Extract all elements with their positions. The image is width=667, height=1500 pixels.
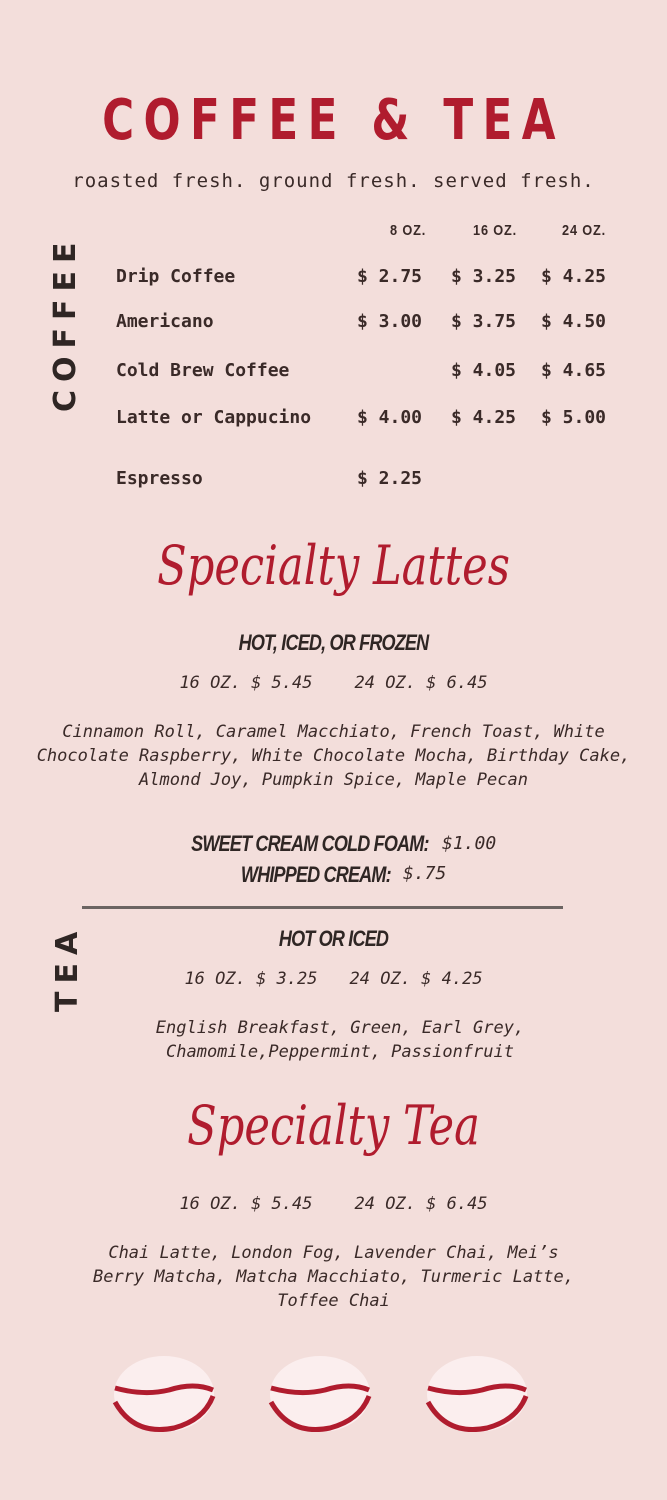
price-16oz: $ 4.05: [451, 360, 517, 381]
coffee-bean-icon: [427, 1356, 527, 1432]
lattes-subtitle: HOT, ICED, OR FROZEN: [238, 630, 429, 655]
specialty-lattes-title: Specialty Lattes: [157, 534, 510, 597]
tea-price-24oz: 24 OZ. $ 4.25: [349, 969, 483, 989]
price-8oz: $ 2.75: [357, 266, 423, 287]
menu-title: COFFEE & TEA: [102, 88, 565, 153]
price-16oz: $ 3.75: [451, 311, 517, 332]
tea-section-label: TEA: [50, 923, 85, 1012]
whipped-cream-price: $.75: [403, 863, 447, 884]
specialty-tea-price-16oz: 16 OZ. $ 5.45: [179, 1194, 313, 1214]
tea-flavor-list: English Breakfast, Green, Earl Grey, Chamomile,Peppermint, Passionfruit: [155, 1018, 525, 1062]
price-24oz: $ 5.00: [541, 407, 607, 428]
size-heading-24oz: 24 OZ.: [562, 222, 607, 239]
price-8oz: $ 4.00: [357, 407, 423, 428]
menu-item-name: Latte or Cappucino: [116, 407, 312, 428]
lattes-price-row: [0, 673, 667, 693]
price-16oz: $ 3.25: [451, 266, 517, 287]
price-8oz: $ 3.00: [357, 311, 423, 332]
price-8oz: $ 2.25: [357, 468, 423, 489]
cold-foam-label: SWEET CREAM COLD FOAM:: [191, 831, 429, 856]
coffee-section-label: COFFEE: [48, 234, 83, 412]
coffee-bean-icon: [114, 1356, 214, 1432]
tagline: roasted fresh. ground fresh. served fresh.: [72, 170, 595, 192]
lattes-flavor-list: Cinnamon Roll, Caramel Macchiato, French Toast, White Chocolate Raspberry, White Chocolate Mocha, Birthday Cake, Almond Joy, Pumpkin Spice, Maple Pecan: [36, 722, 631, 790]
price-16oz: $ 4.25: [451, 407, 517, 428]
menu-item-name: Espresso: [116, 468, 203, 489]
menu-item-name: Americano: [116, 311, 214, 332]
menu-item-name: Drip Coffee: [116, 266, 236, 287]
coffee-beans-decor: [0, 1352, 667, 1442]
specialty-tea-flavor-list: Chai Latte, London Fog, Lavender Chai, Mei’s Berry Matcha, Matcha Macchiato, Turmeric Latte, Toffee Chai: [92, 1243, 575, 1311]
lattes-price-16oz: 16 OZ. $ 5.45: [179, 673, 313, 693]
cold-foam-price: $1.00: [442, 833, 497, 854]
specialty-tea-price-row: [0, 1194, 667, 1214]
tea-subtitle: HOT OR ICED: [278, 926, 389, 951]
lattes-price-24oz: 24 OZ. $ 6.45: [354, 673, 488, 693]
specialty-tea-price-24oz: 24 OZ. $ 6.45: [354, 1194, 488, 1214]
size-heading-16oz: 16 OZ.: [473, 222, 518, 239]
tea-price-16oz: 16 OZ. $ 3.25: [184, 969, 318, 989]
coffee-bean-icon: [270, 1356, 370, 1432]
section-divider: [82, 906, 563, 909]
price-24oz: $ 4.50: [541, 311, 607, 332]
whipped-cream-label: WHIPPED CREAM:: [241, 862, 391, 887]
size-heading-8oz: 8 OZ.: [390, 222, 427, 239]
price-24oz: $ 4.65: [541, 360, 607, 381]
tea-price-row: [0, 969, 667, 989]
menu-item-name: Cold Brew Coffee: [116, 360, 290, 381]
specialty-tea-title: Specialty Tea: [187, 1094, 480, 1157]
price-24oz: $ 4.25: [541, 266, 607, 287]
